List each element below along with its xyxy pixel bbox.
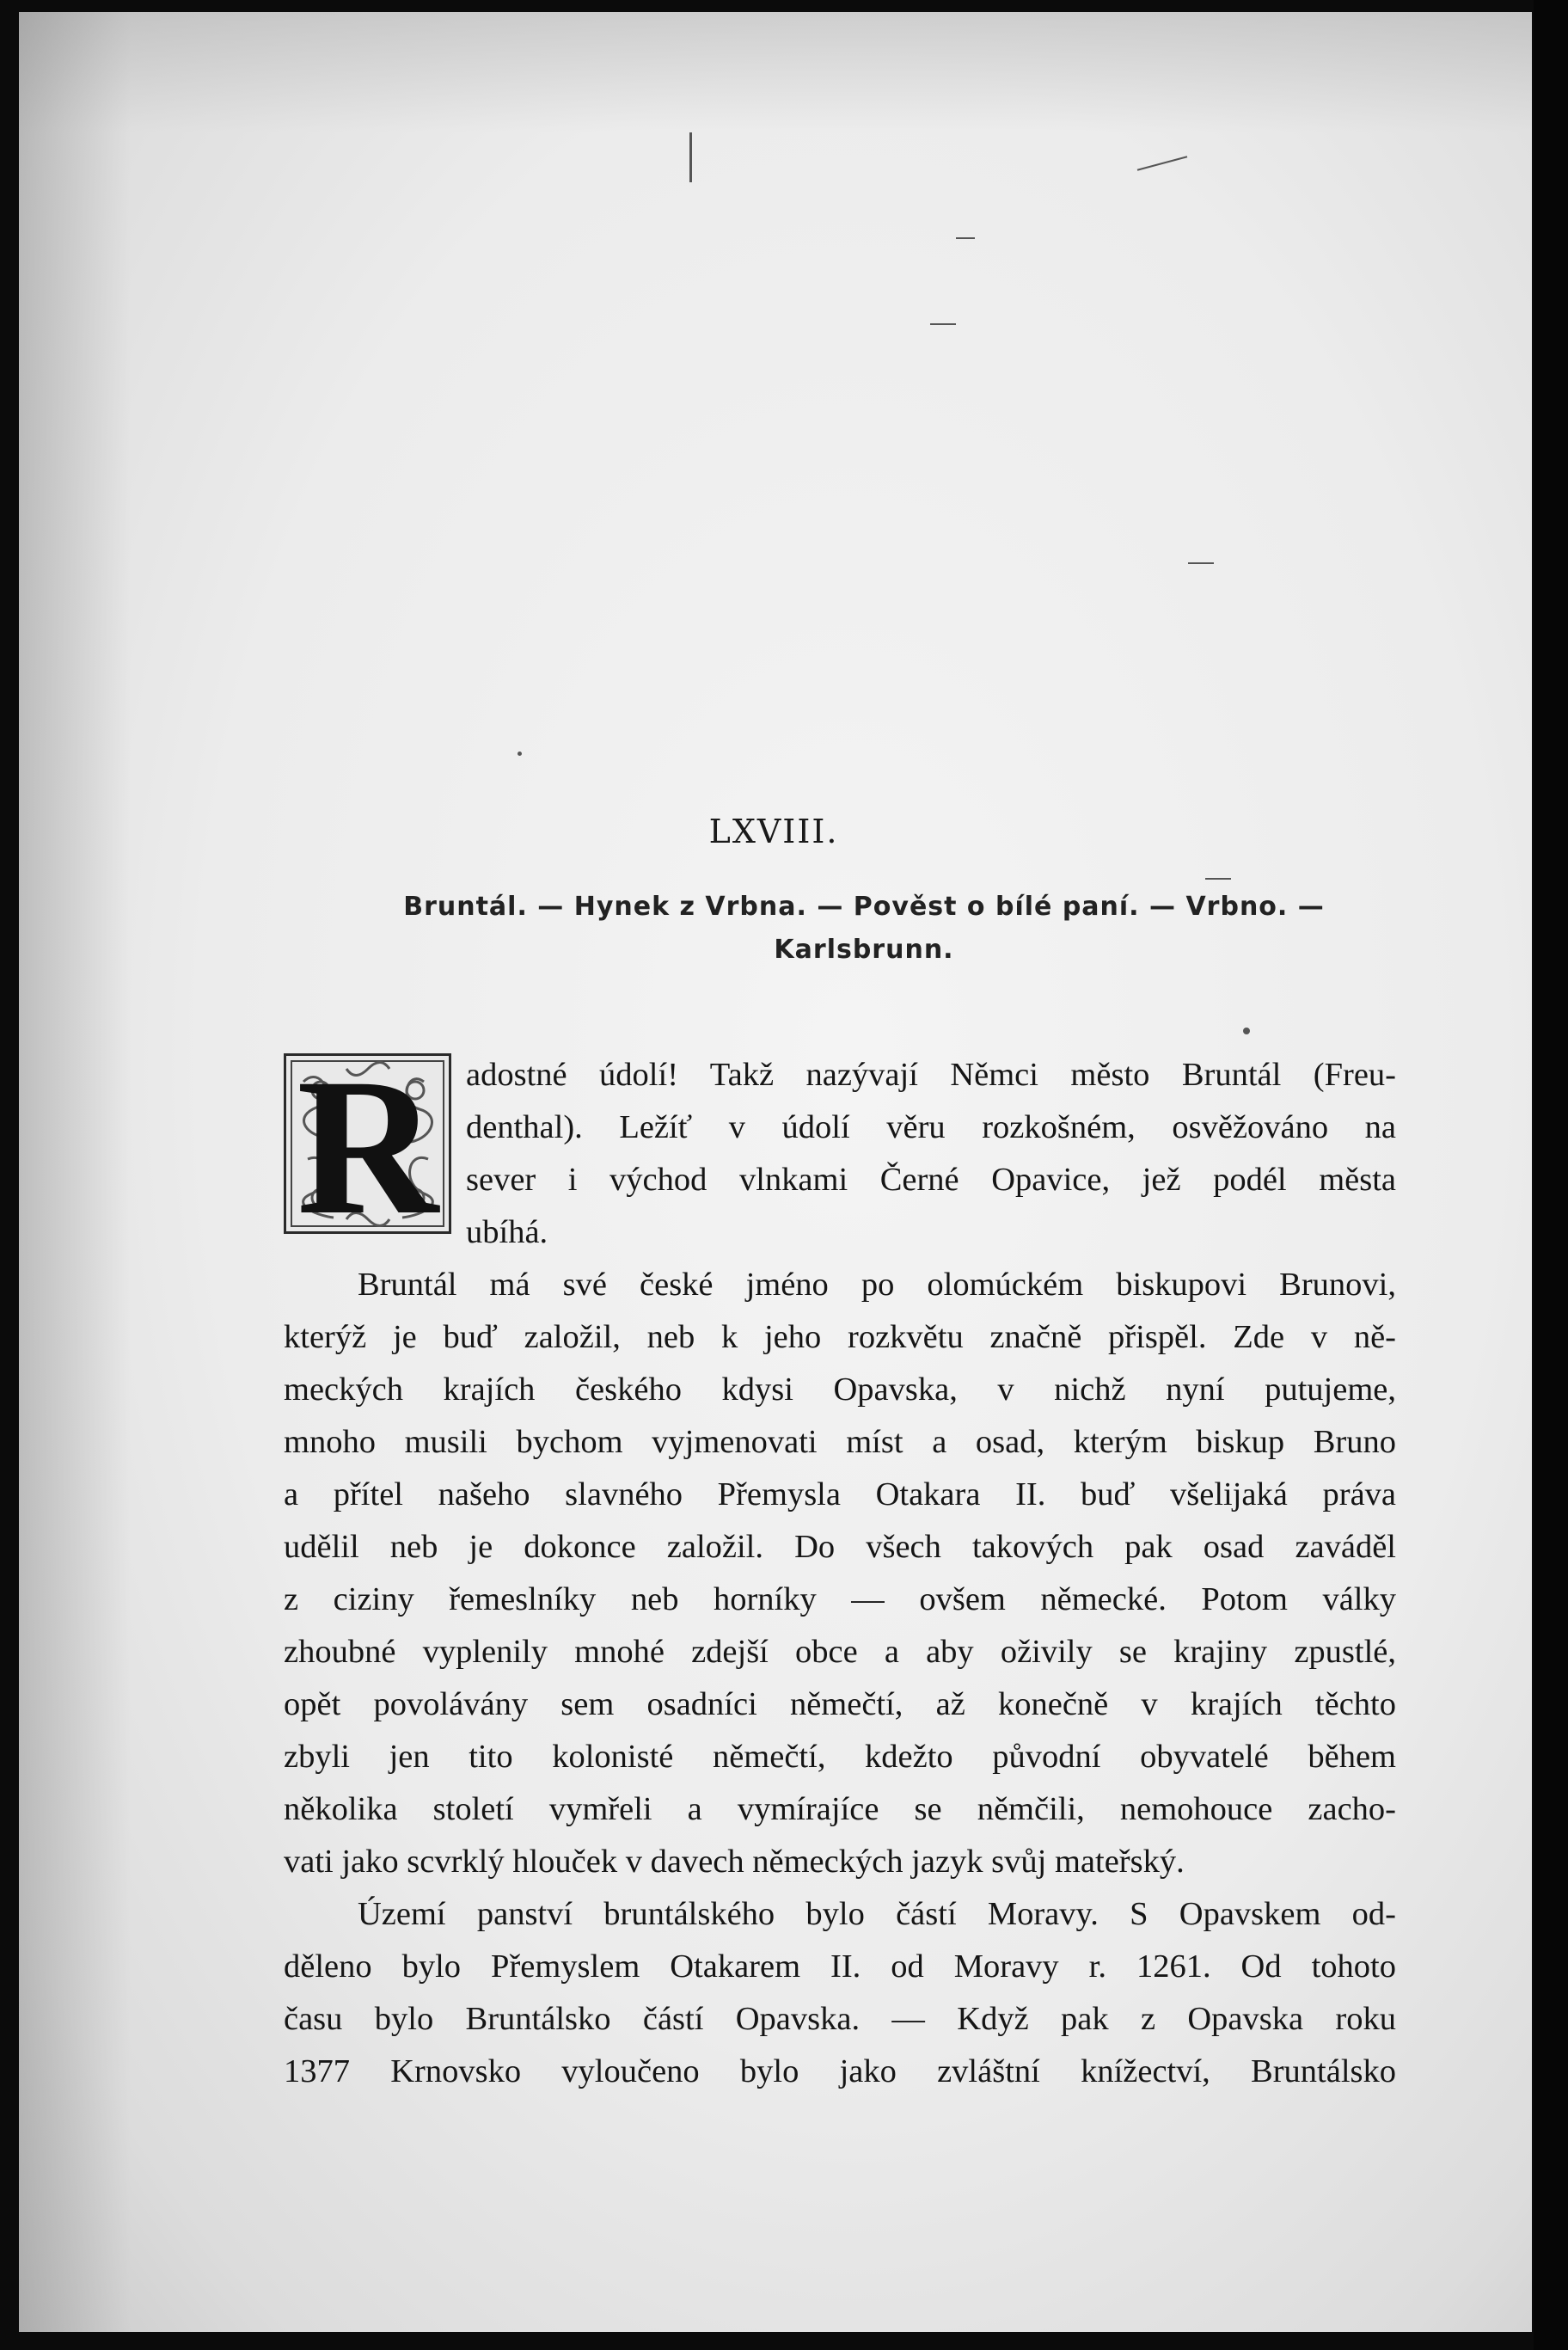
- text-line: zbyli jen tito kolonisté němečtí, kdežto původní obyvatelé během: [284, 1739, 1396, 1775]
- text-line: mnoho musili bychom vyjmenovati míst a osad, kterým biskup Bruno: [284, 1424, 1396, 1460]
- chapter-subtitle-line1: Bruntál. — Hynek z Vrbna. — Pověst o bílé paní. — Vrbno. —: [403, 892, 1325, 922]
- chapter-subtitle-line2: Karlsbrunn.: [774, 935, 954, 965]
- text-line: a přítel našeho slavného Přemysla Otakara II. buď všelijaká práva: [284, 1476, 1396, 1512]
- text-line: času bylo Bruntálsko částí Opavska. — Když pak z Opavska roku: [284, 2001, 1396, 2037]
- text-line: meckých krajích českého kdysi Opavska, v nichž nyní putujeme,: [284, 1371, 1396, 1408]
- chapter-subtitle: [284, 886, 1444, 972]
- scan-edge: [1534, 0, 1568, 2350]
- page-blemish: [1188, 562, 1214, 564]
- text-line: 1377 Krnovsko vyloučeno bylo jako zvláštní knížectví, Bruntálsko: [284, 2053, 1396, 2089]
- text-line: sever i východ vlnkami Černé Opavice, jež podél města: [466, 1162, 1396, 1198]
- text-line: denthal). Ležíť v údolí věru rozkošném, osvěžováno na: [466, 1109, 1396, 1145]
- chapter-number: LXVIII.: [708, 813, 839, 850]
- text-line: udělil neb je dokonce založil. Do všech takových pak osad zaváděl: [284, 1529, 1396, 1565]
- drop-cap-letter: R: [297, 1053, 438, 1234]
- text-line: opět povolávány sem osadníci němečtí, až konečně v krajích těchto: [284, 1686, 1396, 1722]
- text-line: z ciziny řemeslníky neb horníky — ovšem německé. Potom války: [284, 1581, 1396, 1617]
- text-line: několika století vymřeli a vymírajíce se němčili, nemohouce zacho-: [284, 1791, 1396, 1827]
- body-text: [284, 1049, 1396, 2098]
- page-blemish: [689, 132, 692, 182]
- page-blemish: [1137, 156, 1187, 170]
- text-line: vati jako scvrklý hlouček v davech německých jazyk svůj mateřský.: [284, 1844, 1185, 1880]
- page-blemish: [518, 752, 522, 756]
- page-blemish: [956, 237, 975, 239]
- text-line: děleno bylo Přemyslem Otakarem II. od Moravy r. 1261. Od tohoto: [284, 1948, 1396, 1985]
- page-blemish: [930, 323, 956, 325]
- text-line: ubíhá.: [466, 1214, 548, 1250]
- text-line: kterýž je buď založil, neb k jeho rozkvětu značně přispěl. Zde v ně-: [284, 1319, 1396, 1355]
- text-line: Území panství bruntálského bylo částí Moravy. S Opavskem od-: [358, 1896, 1396, 1932]
- text-line: adostné údolí! Takž nazývají Němci město Bruntál (Freu-: [466, 1057, 1396, 1093]
- text-line: Bruntál má své české jméno po olomúckém biskupovi Brunovi,: [358, 1267, 1396, 1303]
- page-blemish: [1243, 1028, 1250, 1034]
- page-blemish: [1205, 878, 1231, 880]
- text-line: zhoubné vyplenily mnohé zdejší obce a aby oživily se krajiny zpustlé,: [284, 1634, 1396, 1670]
